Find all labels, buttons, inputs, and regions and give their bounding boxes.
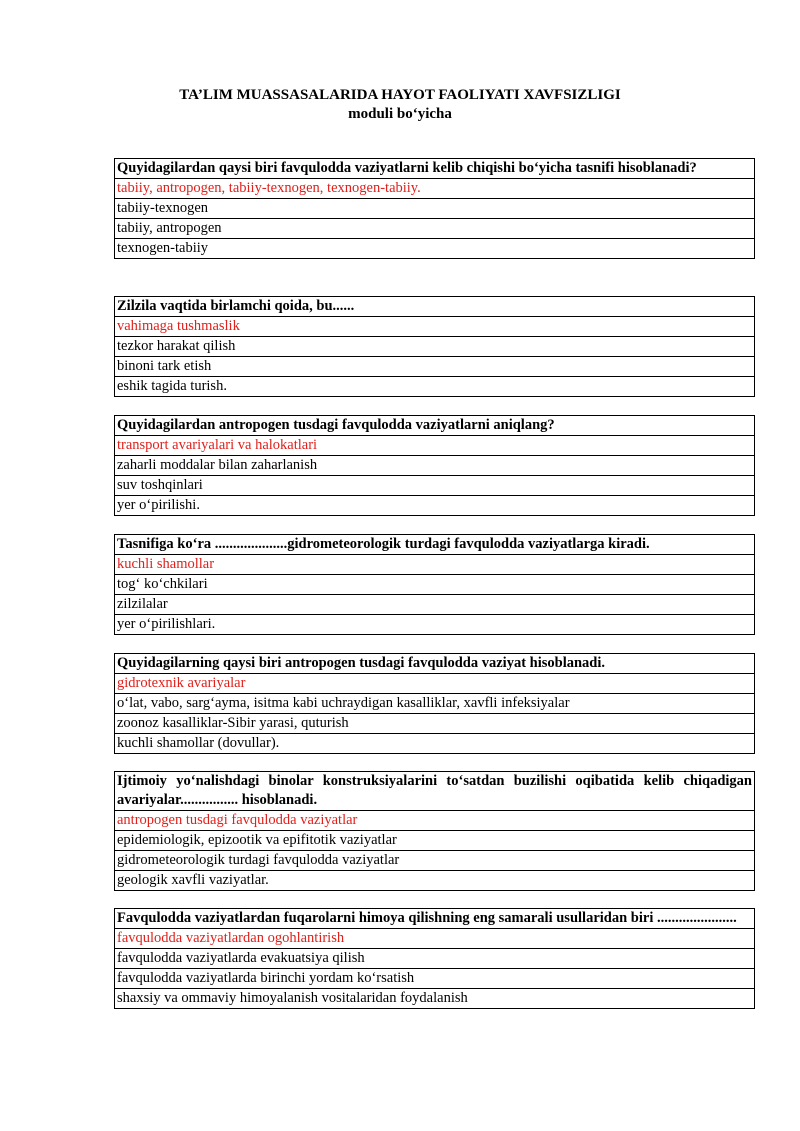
answer-option: epidemiologik, epizootik va epifitotik vaziyatlar	[115, 831, 755, 851]
answer-option: geologik xavfli vaziyatlar.	[115, 871, 755, 891]
correct-answer: transport avariyalari va halokatlari	[115, 436, 755, 456]
document-title: TA’LIM MUASSASALARIDA HAYOT FAOLIYATI XAVFSIZLIGI	[179, 87, 621, 103]
answer-option: yer o‘pirilishlari.	[115, 615, 755, 635]
answer-option: tog‘ ko‘chkilari	[115, 575, 755, 595]
question-text: Quyidagilardan antropogen tusdagi favqulodda vaziyatlarni aniqlang?	[115, 416, 755, 436]
answer-option: zoonoz kasalliklar-Sibir yarasi, quturish	[115, 714, 755, 734]
answer-option: texnogen-tabiiy	[115, 239, 755, 259]
question-text: Tasnifiga ko‘ra ....................gidrometeorologik turdagi favqulodda vaziyatlarga kiradi.	[115, 535, 755, 555]
question-text: Quyidagilarning qaysi biri antropogen tusdagi favqulodda vaziyat hisoblanadi.	[115, 654, 755, 674]
answer-option: suv toshqinlari	[115, 476, 755, 496]
document-subtitle: moduli bo‘yicha	[348, 106, 452, 122]
question-text: Ijtimoiy yo‘nalishdagi binolar konstruksiyalarini to‘satdan buzilishi oqibatida kelib chiqadigan avariyalar................ hisoblanadi.	[115, 772, 755, 811]
correct-answer: vahimaga tushmaslik	[115, 317, 755, 337]
question-text: Quyidagilardan qaysi biri favqulodda vaziyatlarni kelib chiqishi bo‘yicha tasnifi hisoblanadi?	[115, 159, 755, 179]
answer-option: favqulodda vaziyatlarda evakuatsiya qilish	[115, 949, 755, 969]
question-block-6	[114, 771, 755, 891]
answer-option: eshik tagida turish.	[115, 377, 755, 397]
answer-option: zaharli moddalar bilan zaharlanish	[115, 456, 755, 476]
answer-option: kuchli shamollar (dovullar).	[115, 734, 755, 754]
answer-option: tabiiy, antropogen	[115, 219, 755, 239]
answer-option: gidrometeorologik turdagi favqulodda vaziyatlar	[115, 851, 755, 871]
answer-option: yer o‘pirilishi.	[115, 496, 755, 516]
question-block-3	[114, 415, 755, 516]
question-block-5	[114, 653, 755, 754]
question-text: Favqulodda vaziyatlardan fuqarolarni himoya qilishning eng samarali usullaridan biri ......................	[115, 909, 755, 929]
question-block-2	[114, 296, 755, 397]
question-block-1	[114, 158, 755, 259]
correct-answer: antropogen tusdagi favqulodda vaziyatlar	[115, 811, 755, 831]
answer-option: zilzilalar	[115, 595, 755, 615]
answer-option: tezkor harakat qilish	[115, 337, 755, 357]
question-block-7	[114, 908, 755, 1009]
answer-option: binoni tark etish	[115, 357, 755, 377]
answer-option: favqulodda vaziyatlarda birinchi yordam ko‘rsatish	[115, 969, 755, 989]
answer-option: tabiiy-texnogen	[115, 199, 755, 219]
answer-option: shaxsiy va ommaviy himoyalanish vositalaridan foydalanish	[115, 989, 755, 1009]
correct-answer: kuchli shamollar	[115, 555, 755, 575]
correct-answer: gidrotexnik avariyalar	[115, 674, 755, 694]
correct-answer: favqulodda vaziyatlardan ogohlantirish	[115, 929, 755, 949]
question-text: Zilzila vaqtida birlamchi qoida, bu......	[115, 297, 755, 317]
answer-option: o‘lat, vabo, sarg‘ayma, isitma kabi uchraydigan kasalliklar, xavfli infeksiyalar	[115, 694, 755, 714]
question-block-4	[114, 534, 755, 635]
correct-answer: tabiiy, antropogen, tabiiy-texnogen, texnogen-tabiiy.	[115, 179, 755, 199]
